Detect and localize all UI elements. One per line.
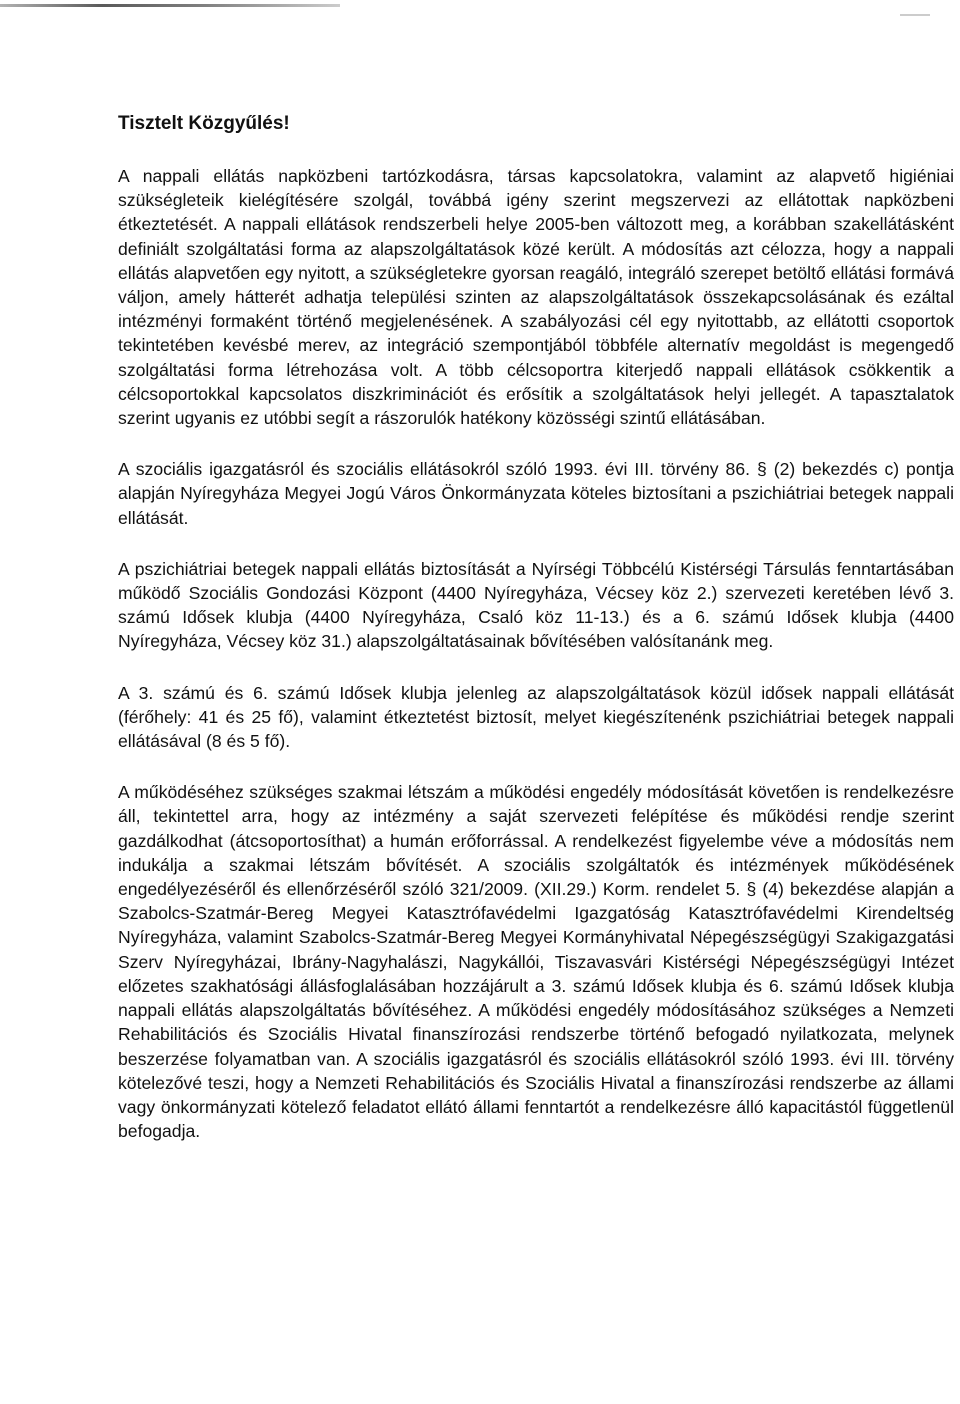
scan-artifact-speck bbox=[900, 14, 930, 16]
paragraph-engedelyezes: A működéséhez szükséges szakmai létszám a működési engedély módosítását követően is rendelkezésre áll, tekintettel arra, hogy az intézmény a saját szervezeti felépítése és működési rendje szerint gazdálkodhat (átcsoportosíthat) a humán erőforrással. A rendelkezést figyelembe véve a módosítás nem indukálja a szakmai létszám bővítését. A szociális szolgáltatók és intézmények működésének engedélyezéséről és ellenőrzéséről szóló 321/2009. (XII.29.) Korm. rendelet 5. § (4) bekezdése alapján a Szabolcs-Szatmár-Bereg Megyei Katasztrófavédelmi Igazgatóság Katasztrófavédelmi Kirendeltség Nyíregyháza, valamint Szabolcs-Szatmár-Bereg Megyei Kormányhivatal Népegészségügyi Szakigazgatási Szerv Nyíregyházai, Ibrány-Nagyhalászi, Nagykállói, Tiszavasvári Kistérségi Népegészségügyi Intézet előzetes szakhatósági állásfoglalásában hozzájárult a 3. számú Idősek klubja és 6. számú Idősek klubja nappali ellátás alapszolgáltatás bővítéséhez. A működési engedély módosításához szükséges a Nemzeti Rehabilitációs és Szociális Hivatal finanszírozási rendszerbe történő befogadó nyilatkozata, melynek beszerzése folyamatban van. A szociális igazgatásról és szociális ellátásokról szóló 1993. évi III. törvény kötelezővé teszi, hogy a Nemzeti Rehabilitációs és Szociális Hivatal a finanszírozási rendszerbe az állami vagy önkormányzati kötelező feladatot ellátó állami fenntartót a rendelkezésre álló kapacitástól függetlenül befogadja. bbox=[118, 782, 954, 1142]
paragraph-biztositas-helyszine: A pszichiátriai betegek nappali ellátás biztosítását a Nyírségi Többcélú Kistérségi Társulás fenntartásában működő Szociális Gondozási Központ (4400 Nyíregyháza, Vécsey köz 2.) szervezeti keretében lévő 3. számú Idősek klubja (4400 Nyíregyháza, Csaló köz 11-13.) és a 6. számú Idősek klubja (4400 Nyíregyháza, Vécsey köz 31.) alapszolgáltatásainak bővítésében valósítanánk meg. bbox=[118, 558, 954, 652]
paragraph-ferohely: A 3. számú és 6. számú Idősek klubja jelenleg az alapszolgáltatások közül idősek nappali ellátását (férőhely: 41 és 25 fő), valamint étkeztetést biztosít, melyet kiegészítenénk pszichiátriai betegek nappali ellátásával (8 és 5 fő). bbox=[118, 682, 954, 752]
paragraph-nappali-ellatas: A nappali ellátás napközbeni tartózkodásra, társas kapcsolatokra, valamint az alapvető higiéniai szükségleteik kielégítésére szolgál, továbbá igény szerint megszervezi az ellátottak napközbeni étkeztetését. A nappali ellátások rendszerbeli helye 2005-ben változott meg, a korábban szakellátásként definiált szolgáltatási forma az alapszolgáltatások közé került. A módosítás azt célozza, hogy a nappali ellátás alapvetően egy nyitott, a szükségletekre gyorsan reagáló, integráló szerepet betöltő ellátási formává váljon, amely hátterét adhatja települési szinten az alapszolgáltatások összekapcsolásának és ezáltal intézményi formaként történő megjelenésének. A szabályozási cél egy nyitottabb, az ellátotti csoportok tekintetében kevésbé merev, az integráció szempontjából többféle alternatív megoldást is megengedő szolgáltatási forma létrehozása volt. A több célcsoportra kiterjedő nappali ellátások csökkentik a célcsoportokkal kapcsolatos diszkriminációt és erősítik a szolgáltatások helyi jellegét. A tapasztalatok szerint ugyanis ez utóbbi segít a rászorulók hatékony közösségi szintű ellátásában. bbox=[118, 166, 954, 429]
document-page bbox=[118, 112, 954, 1170]
paragraph-torvenyi-kotelezettseg: A szociális igazgatásról és szociális ellátásokról szóló 1993. évi III. törvény 86. § (2) bekezdés c) pontja alapján Nyíregyháza Megyei Jogú Város Önkormányzata köteles biztosítani a pszichiátriai betegek nappali ellátását. bbox=[118, 459, 954, 528]
scan-artifact-top bbox=[0, 4, 340, 7]
salutation: Tisztelt Közgyűlés! bbox=[118, 113, 290, 134]
